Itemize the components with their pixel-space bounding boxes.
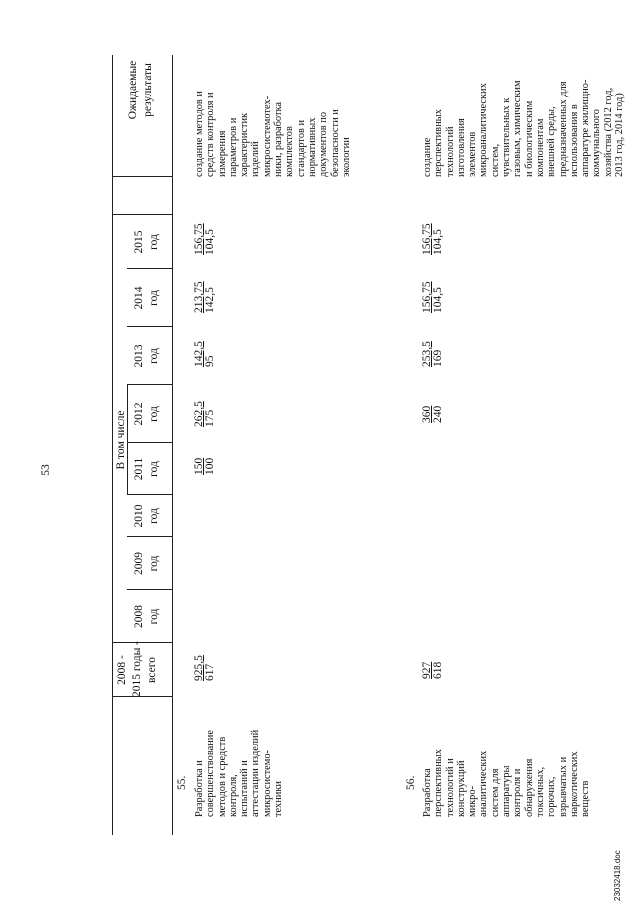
- row-55-number: 55.: [176, 775, 188, 790]
- header-year-2011: 2011: [133, 457, 145, 481]
- header-god-2013: год: [148, 348, 160, 364]
- header-total-line2: 2015 годы -: [131, 640, 143, 697]
- row-55-2013: 142,5 95: [193, 341, 216, 367]
- row-56-2013: 253,5 169: [421, 341, 444, 367]
- header-year-2010: 2010: [133, 504, 145, 528]
- header-bottom-border: [172, 55, 173, 835]
- col-divider-11: [112, 176, 172, 177]
- header-god-2011: год: [148, 461, 160, 477]
- row-56-2015: 156,75 104,5: [421, 223, 444, 255]
- row-56-2012: 360 240: [421, 405, 444, 423]
- page-number: 53: [40, 464, 52, 476]
- header-god-2015: год: [148, 234, 160, 250]
- row-55-2011: 150 100: [193, 457, 216, 475]
- header-year-2014: 2014: [133, 286, 145, 310]
- header-total-line3: всего: [146, 657, 158, 683]
- row-55-title: Разработка и совершенствование методов и средств контроля, испытаний и аттестации изделий микросистемо- техники: [194, 729, 285, 817]
- row-55-2012: 262,5 175: [193, 401, 216, 427]
- row-56-2014: 156,75 104,5: [421, 281, 444, 313]
- row-55-2015: 156,75 104,5: [193, 223, 216, 255]
- row-55-total: 925,5 617: [193, 655, 216, 681]
- header-year-2009: 2009: [133, 552, 145, 575]
- subheader-line: [127, 385, 128, 495]
- header-god-2009: год: [148, 555, 160, 572]
- header-god-2008: год: [148, 608, 160, 625]
- header-year-2012: 2012: [133, 402, 145, 426]
- header-year-2013: 2013: [133, 344, 145, 368]
- header-total-line1: 2008 -: [116, 655, 128, 685]
- row-56-total: 927 618: [421, 661, 444, 679]
- footer-filename: 23032418.doc: [613, 850, 622, 901]
- row-56-title: Разработка перспективных технологий и конструкций микро- аналитических систем для аппаратуры контроля и обнаружения токсичных, горючих, взрывчатых и наркотических веществ: [422, 749, 592, 817]
- table-top-border: [112, 55, 113, 835]
- header-year-2015: 2015: [133, 230, 145, 254]
- row-56-number: 56.: [405, 775, 417, 790]
- header-god-2014: год: [148, 290, 160, 306]
- row-56-results: создание перспективных технологий изготовления элементов микроаналитических систем, чувствительных к газовым, химическим и биологическим компонентам внешней среды, предназначенных для использования в аппаратуре жилищно- коммунального хозяйства (2012 год, 2013 год, 2014 год): [422, 79, 626, 177]
- header-god-2012: год: [148, 406, 160, 422]
- header-year-2008: 2008: [133, 605, 145, 628]
- header-results-line1: Ожидаемые: [127, 60, 139, 120]
- row-55-2014: 213,75 142,5: [193, 281, 216, 313]
- header-in-that-number: В том числе: [115, 410, 127, 470]
- row-55-results: создание методов и средств контроля и измерения параметров и характеристик изделий микросистемотех- ники, разработка комплектов стандартов и нормативных документов по безопасности и экологии: [194, 91, 352, 177]
- header-god-2010: год: [148, 508, 160, 524]
- header-results-line2: результаты: [142, 63, 154, 117]
